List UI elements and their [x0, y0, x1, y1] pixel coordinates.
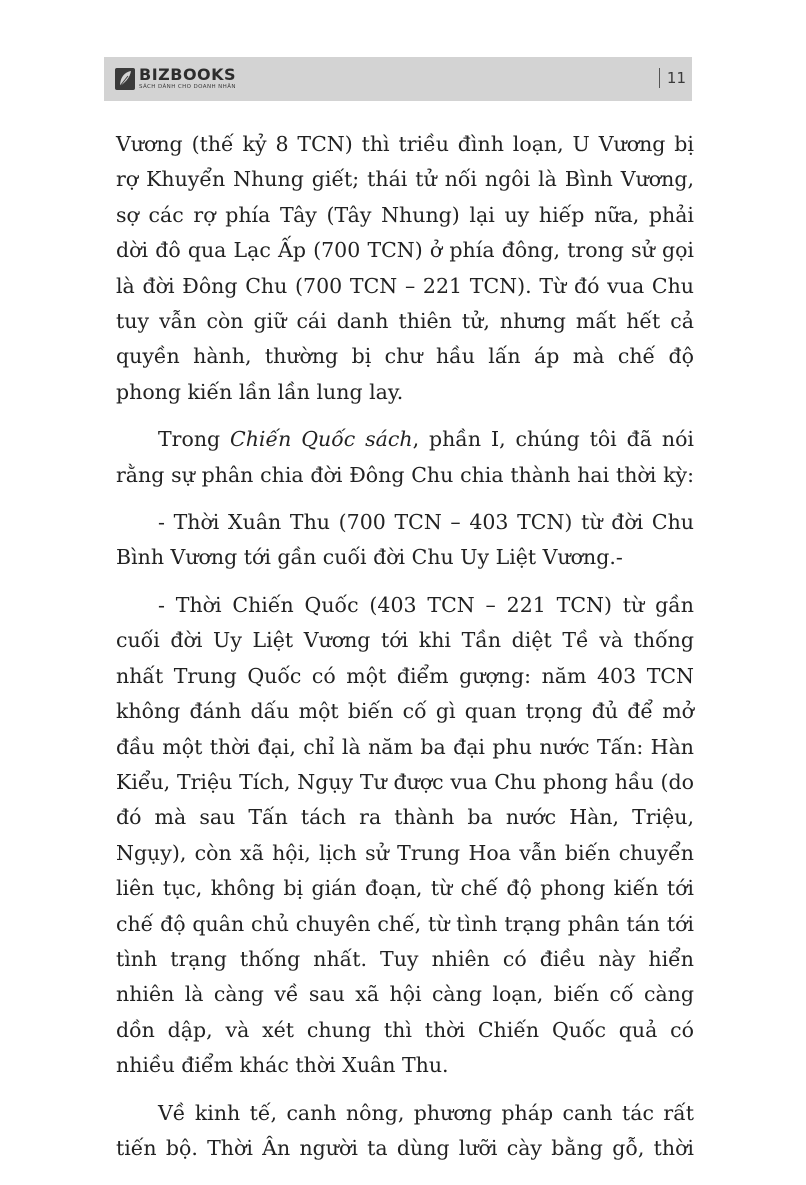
paragraph-1: Vương (thế kỷ 8 TCN) thì triều đình loạn, U Vương bị rợ Khuyển Nhung giết; thái tử nối ngôi là Bình Vương, sợ các rợ phía Tây (Tây Nhung) lại uy hiếp nữa, phải dời đô qua Lạc Ấp (700 TCN) ở phía đông, trong sử gọi là đời Đông Chu (700 TCN – 221 TCN). Từ đó vua Chu tuy vẫn còn giữ cái danh thiên tử, nhưng mất hết cả quyền hành, thường bị chư hầu lấn áp mà chế độ phong kiến lần lần lung lay.: [116, 132, 694, 404]
paragraph-2-rest: , phần I, chúng tôi đã nói rằng sự phân chia đời Đông Chu chia thành hai thời kỳ:: [116, 427, 694, 487]
brand-name: BIZBOOKS: [139, 65, 237, 85]
page-body: [116, 127, 694, 1178]
page-number: 11: [659, 68, 686, 88]
book-leaf-icon: [114, 67, 136, 91]
brand-tagline: SÁCH DÀNH CHO DOANH NHÂN: [139, 84, 236, 91]
book-title: Chiến Quốc sách: [230, 427, 413, 452]
paragraph-2-start: Trong: [158, 427, 231, 452]
paragraph-3: - Thời Xuân Thu (700 TCN – 403 TCN) từ đời Chu Bình Vương tới gần cuối đời Chu Uy Liệt Vương.-: [116, 510, 694, 570]
paragraph-4: - Thời Chiến Quốc (403 TCN – 221 TCN) từ gần cuối đời Uy Liệt Vương tới khi Tần diệt Tề và thống nhất Trung Quốc có một điểm gượng: năm 403 TCN không đánh dấu một biến cố gì quan trọng đủ để mở đầu một thời đại, chỉ là năm ba đại phu nước Tấn: Hàn Kiểu, Triệu Tích, Ngụy Tư được vua Chu phong hầu (do đó mà sau Tấn tách ra thành ba nước Hàn, Triệu, Ngụy), còn xã hội, lịch sử Trung Hoa vẫn biến chuyển liên tục, không bị gián đoạn, từ chế độ phong kiến tới chế độ quân chủ chuyên chế, từ tình trạng phân tán tới tình trạng thống nhất. Tuy nhiên có điều này hiển nhiên là càng về sau xã hội càng loạn, biến cố càng dồn dập, và xét chung thì thời Chiến Quốc quả có nhiều điểm khác thời Xuân Thu.: [116, 592, 694, 1078]
running-header: [104, 57, 692, 101]
publisher-logo: [114, 61, 236, 97]
paragraph-2: [116, 422, 694, 493]
paragraph-5: Về kinh tế, canh nông, phương pháp canh tác rất tiến bộ. Thời Ân người ta dùng lưỡi cày bằng gỗ, thời: [116, 1100, 694, 1160]
